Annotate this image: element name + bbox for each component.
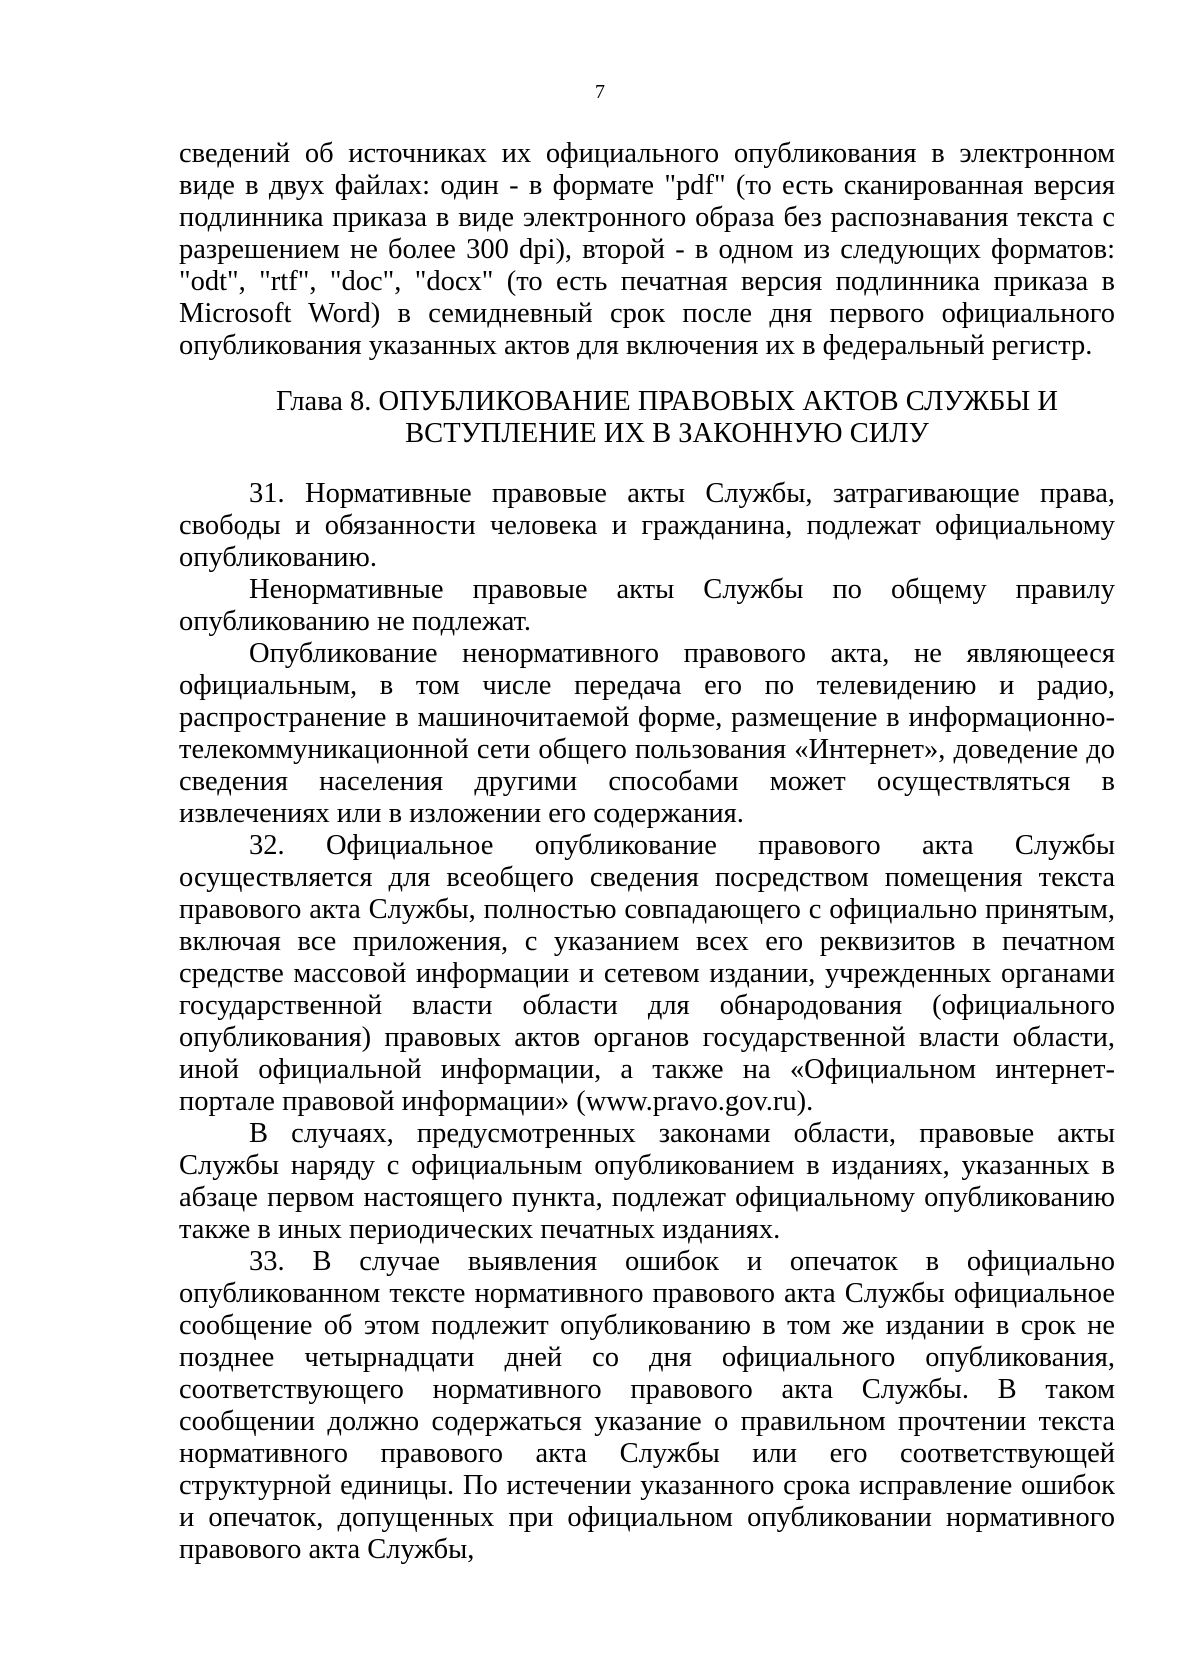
paragraph-item-32: 32. Официальное опубликование правового акта Службы осуществляется для всеобщего сведения посредством помещения текста правового акта Службы, полностью совпадающего с официально принятым, включая все приложения, с указанием всех его реквизитов в печатном средстве массовой информации и сетевом издании, учрежденных органами государственной власти области для обнародования (официального опубликования) правовых актов органов государственной власти области, иной официальной информации, а также на «Официальном интернет-портале правовой информации» (www.pravo.gov.ru).	[179, 830, 1115, 1117]
paragraph-unofficial-publication: Опубликование ненормативного правового акта, не являющееся официальным, в том числе передача его по телевидению и радио, распространение в машиночитаемой форме, размещение в информационно-телекоммуникационной сети общего пользования «Интернет», доведение до сведения населения другими способами может осуществляться в извлечениях или в изложении его содержания.	[179, 638, 1115, 829]
paragraph-item-33: 33. В случае выявления ошибок и опечаток в официально опубликованном тексте нормативного правового акта Службы официальное сообщение об этом подлежит опубликованию в том же издании в срок не позднее четырнадцати дней со дня официального опубликования, соответствующего нормативного правового акта Службы. В таком сообщении должно содержаться указание о правильном прочтении текста нормативного правового акта Службы или его соответствующей структурной единицы. По истечении указанного срока исправление ошибок и опечаток, допущенных при официальном опубликовании нормативного правового акта Службы,	[179, 1246, 1115, 1565]
document-body	[179, 138, 1115, 1566]
chapter-heading	[179, 386, 1115, 450]
chapter-heading-line-1: Глава 8. ОПУБЛИКОВАНИЕ ПРАВОВЫХ АКТОВ СЛУЖБЫ И	[276, 386, 1058, 417]
paragraph-other-periodicals: В случаях, предусмотренных законами области, правовые акты Службы наряду с официальным опубликованием в изданиях, указанных в абзаце первом настоящего пункта, подлежат официальному опубликованию также в иных периодических печатных изданиях.	[179, 1118, 1115, 1245]
paragraph-non-normative-acts: Ненормативные правовые акты Службы по общему правилу опубликованию не подлежат.	[179, 574, 1115, 637]
paragraph-continuation: сведений об источниках их официального опубликования в электронном виде в двух файлах: один - в формате "pdf" (то есть сканированная версия подлинника приказа в виде электронного образа без распознавания текста с разрешением не более 300 dpi), второй - в одном из следующих форматов: "odt", "rtf", "doc", "docx" (то есть печатная версия подлинника приказа в Microsoft Word) в семидневный срок после дня первого официального опубликования указанных актов для включения их в федеральный регистр.	[179, 138, 1115, 361]
paragraph-item-31: 31. Нормативные правовые акты Службы, затрагивающие права, свободы и обязанности человека и гражданина, подлежат официальному опубликованию.	[179, 478, 1115, 573]
chapter-heading-line-2: ВСТУПЛЕНИЕ ИХ В ЗАКОННУЮ СИЛУ	[405, 418, 929, 449]
page-number: 7	[595, 81, 605, 103]
